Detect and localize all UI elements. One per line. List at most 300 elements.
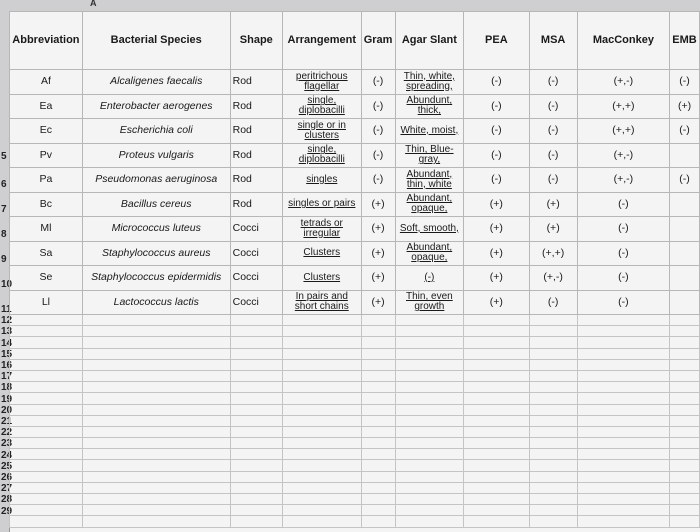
empty-cell[interactable] [82, 415, 230, 426]
cell-species[interactable]: Micrococcus luteus [82, 217, 230, 242]
empty-cell[interactable] [282, 326, 361, 337]
cell-gram[interactable]: (-) [361, 94, 395, 119]
empty-cell[interactable] [577, 348, 669, 359]
empty-cell[interactable] [282, 460, 361, 471]
cell-abbreviation[interactable]: Se [10, 266, 83, 291]
empty-cell[interactable] [82, 449, 230, 460]
empty-cell[interactable] [230, 393, 282, 404]
empty-cell[interactable] [82, 494, 230, 505]
row-number[interactable]: 8 [1, 229, 7, 240]
cell-agar-slant[interactable]: Thin, even growth [395, 290, 464, 315]
cell-emb[interactable] [670, 290, 700, 315]
empty-cell[interactable] [395, 359, 464, 370]
cell-msa[interactable]: (-) [529, 119, 577, 144]
cell-macconkey[interactable]: (+,-) [577, 168, 669, 193]
cell-macconkey[interactable]: (-) [577, 192, 669, 217]
empty-cell[interactable] [464, 471, 529, 482]
row-number[interactable]: 28 [1, 494, 13, 506]
empty-cell[interactable] [577, 494, 669, 505]
row-number[interactable]: 10 [1, 279, 13, 290]
empty-cell[interactable] [361, 404, 395, 415]
empty-cell[interactable] [230, 370, 282, 381]
cell-pea[interactable]: (-) [464, 119, 529, 144]
cell-abbreviation[interactable]: Ml [10, 217, 83, 242]
empty-cell[interactable] [361, 326, 395, 337]
cell-macconkey[interactable]: (+,-) [577, 143, 669, 168]
empty-cell[interactable] [464, 505, 529, 516]
empty-cell[interactable] [10, 460, 83, 471]
empty-cell[interactable] [230, 460, 282, 471]
row-number[interactable]: 18 [1, 382, 13, 394]
cell-shape[interactable]: Rod [230, 168, 282, 193]
empty-cell[interactable] [529, 426, 577, 437]
cell-species[interactable]: Escherichia coli [82, 119, 230, 144]
empty-cell[interactable] [395, 438, 464, 449]
empty-cell[interactable] [577, 505, 669, 516]
empty-cell[interactable] [10, 438, 83, 449]
empty-cell[interactable] [361, 516, 395, 527]
empty-cell[interactable] [577, 382, 669, 393]
cell-species[interactable]: Bacillus cereus [82, 192, 230, 217]
cell-shape[interactable]: Cocci [230, 266, 282, 291]
cell-emb[interactable]: (+) [670, 94, 700, 119]
empty-cell[interactable] [82, 315, 230, 326]
empty-cell[interactable] [464, 460, 529, 471]
empty-cell[interactable] [282, 438, 361, 449]
cell-agar-slant[interactable]: (-) [395, 266, 464, 291]
cell-agar-slant[interactable]: Abundunt, thick, [395, 94, 464, 119]
empty-cell[interactable] [529, 449, 577, 460]
empty-cell[interactable] [10, 415, 83, 426]
empty-cell[interactable] [82, 348, 230, 359]
empty-cell[interactable] [670, 370, 700, 381]
empty-cell[interactable] [282, 449, 361, 460]
empty-cell[interactable] [529, 348, 577, 359]
empty-cell[interactable] [670, 449, 700, 460]
empty-cell[interactable] [464, 370, 529, 381]
empty-cell[interactable] [464, 482, 529, 493]
cell-species[interactable]: Alcaligenes faecalis [82, 70, 230, 95]
empty-cell[interactable] [82, 505, 230, 516]
cell-arrangement[interactable]: Clusters [282, 266, 361, 291]
header-abbreviation[interactable]: Abbreviation [10, 12, 83, 70]
empty-cell[interactable] [670, 426, 700, 437]
empty-cell[interactable] [464, 348, 529, 359]
empty-cell[interactable] [395, 370, 464, 381]
cell-species[interactable]: Proteus vulgaris [82, 143, 230, 168]
empty-cell[interactable] [82, 393, 230, 404]
empty-cell[interactable] [464, 382, 529, 393]
empty-cell[interactable] [361, 370, 395, 381]
empty-cell[interactable] [577, 415, 669, 426]
cell-abbreviation[interactable]: Af [10, 70, 83, 95]
empty-cell[interactable] [361, 315, 395, 326]
empty-cell[interactable] [464, 404, 529, 415]
empty-cell[interactable] [670, 348, 700, 359]
row-number[interactable]: 23 [1, 438, 13, 450]
empty-cell[interactable] [464, 393, 529, 404]
cell-gram[interactable]: (+) [361, 217, 395, 242]
cell-abbreviation[interactable]: Ec [10, 119, 83, 144]
cell-species[interactable]: Staphylococcus aureus [82, 241, 230, 266]
cell-arrangement[interactable]: singles or pairs [282, 192, 361, 217]
cell-pea[interactable]: (-) [464, 168, 529, 193]
cell-emb[interactable] [670, 266, 700, 291]
empty-cell[interactable] [577, 460, 669, 471]
cell-msa[interactable]: (-) [529, 94, 577, 119]
empty-cell[interactable] [577, 393, 669, 404]
empty-cell[interactable] [670, 326, 700, 337]
cell-pea[interactable]: (+) [464, 217, 529, 242]
empty-cell[interactable] [529, 516, 577, 527]
empty-cell[interactable] [10, 337, 83, 348]
empty-cell[interactable] [395, 326, 464, 337]
empty-cell[interactable] [529, 460, 577, 471]
empty-cell[interactable] [282, 482, 361, 493]
empty-cell[interactable] [577, 438, 669, 449]
row-number[interactable]: 21 [1, 416, 13, 427]
row-number[interactable]: 16 [1, 360, 13, 371]
empty-cell[interactable] [282, 426, 361, 437]
empty-cell[interactable] [82, 460, 230, 471]
empty-cell[interactable] [577, 337, 669, 348]
empty-cell[interactable] [670, 505, 700, 516]
empty-cell[interactable] [670, 315, 700, 326]
cell-species[interactable]: Lactococcus lactis [82, 290, 230, 315]
empty-cell[interactable] [282, 348, 361, 359]
empty-cell[interactable] [82, 482, 230, 493]
empty-cell[interactable] [577, 426, 669, 437]
cell-macconkey[interactable]: (-) [577, 290, 669, 315]
empty-cell[interactable] [670, 415, 700, 426]
empty-cell[interactable] [361, 449, 395, 460]
row-number[interactable]: 12 [1, 315, 13, 327]
empty-cell[interactable] [464, 449, 529, 460]
empty-cell[interactable] [464, 415, 529, 426]
row-number[interactable]: 20 [1, 404, 13, 416]
empty-cell[interactable] [670, 337, 700, 348]
empty-cell[interactable] [529, 370, 577, 381]
cell-shape[interactable]: Cocci [230, 217, 282, 242]
empty-cell[interactable] [464, 337, 529, 348]
empty-cell[interactable] [670, 471, 700, 482]
empty-cell[interactable] [361, 494, 395, 505]
empty-cell[interactable] [395, 482, 464, 493]
empty-cell[interactable] [282, 370, 361, 381]
empty-cell[interactable] [395, 348, 464, 359]
empty-cell[interactable] [10, 393, 83, 404]
empty-cell[interactable] [10, 482, 83, 493]
empty-cell[interactable] [464, 494, 529, 505]
cell-pea[interactable]: (-) [464, 94, 529, 119]
empty-cell[interactable] [529, 438, 577, 449]
empty-cell[interactable] [282, 393, 361, 404]
empty-cell[interactable] [670, 404, 700, 415]
empty-cell[interactable] [82, 326, 230, 337]
empty-cell[interactable] [670, 482, 700, 493]
empty-cell[interactable] [361, 438, 395, 449]
header-gram[interactable]: Gram [361, 12, 395, 70]
header-pea[interactable]: PEA [464, 12, 529, 70]
row-number[interactable]: 24 [1, 449, 13, 461]
empty-cell[interactable] [230, 315, 282, 326]
empty-cell[interactable] [10, 348, 83, 359]
cell-gram[interactable]: (+) [361, 192, 395, 217]
row-number[interactable]: 17 [1, 371, 13, 383]
row-number[interactable]: 9 [1, 254, 7, 265]
empty-cell[interactable] [10, 359, 83, 370]
cell-arrangement[interactable]: tetrads or irregular [282, 217, 361, 242]
cell-pea[interactable]: (-) [464, 70, 529, 95]
empty-cell[interactable] [577, 516, 669, 527]
cell-agar-slant[interactable]: White, moist, [395, 119, 464, 144]
empty-cell[interactable] [577, 370, 669, 381]
cell-abbreviation[interactable]: Pa [10, 168, 83, 193]
cell-emb[interactable] [670, 192, 700, 217]
empty-cell[interactable] [10, 404, 83, 415]
empty-cell[interactable] [82, 426, 230, 437]
empty-cell[interactable] [10, 505, 83, 516]
cell-msa[interactable]: (-) [529, 290, 577, 315]
row-number[interactable]: 29 [1, 505, 13, 517]
empty-cell[interactable] [529, 359, 577, 370]
empty-cell[interactable] [82, 337, 230, 348]
empty-cell[interactable] [529, 482, 577, 493]
empty-cell[interactable] [577, 471, 669, 482]
empty-cell[interactable] [230, 359, 282, 370]
empty-cell[interactable] [395, 382, 464, 393]
cell-pea[interactable]: (-) [464, 143, 529, 168]
cell-msa[interactable]: (+) [529, 192, 577, 217]
empty-cell[interactable] [464, 516, 529, 527]
row-number[interactable]: 11 [1, 304, 12, 315]
empty-cell[interactable] [230, 337, 282, 348]
empty-cell[interactable] [82, 382, 230, 393]
empty-cell[interactable] [577, 326, 669, 337]
empty-cell[interactable] [464, 359, 529, 370]
empty-cell[interactable] [395, 337, 464, 348]
empty-cell[interactable] [395, 415, 464, 426]
cell-pea[interactable]: (+) [464, 290, 529, 315]
cell-pea[interactable]: (+) [464, 241, 529, 266]
cell-msa[interactable]: (+) [529, 217, 577, 242]
header-arrangement[interactable]: Arrangement [282, 12, 361, 70]
cell-gram[interactable]: (-) [361, 119, 395, 144]
empty-cell[interactable] [82, 516, 230, 527]
cell-arrangement[interactable]: single or in clusters [282, 119, 361, 144]
empty-cell[interactable] [395, 494, 464, 505]
empty-cell[interactable] [670, 460, 700, 471]
empty-cell[interactable] [230, 426, 282, 437]
row-number[interactable]: 6 [1, 179, 7, 190]
row-number[interactable]: 19 [1, 393, 13, 405]
empty-cell[interactable] [529, 415, 577, 426]
header-species[interactable]: Bacterial Species [82, 12, 230, 70]
empty-cell[interactable] [529, 494, 577, 505]
header-msa[interactable]: MSA [529, 12, 577, 70]
empty-cell[interactable] [230, 494, 282, 505]
empty-cell[interactable] [395, 426, 464, 437]
empty-cell[interactable] [577, 482, 669, 493]
cell-shape[interactable]: Rod [230, 70, 282, 95]
empty-cell[interactable] [395, 404, 464, 415]
empty-cell[interactable] [361, 359, 395, 370]
cell-emb[interactable]: (-) [670, 168, 700, 193]
empty-cell[interactable] [577, 359, 669, 370]
empty-cell[interactable] [670, 516, 700, 527]
empty-cell[interactable] [395, 460, 464, 471]
empty-cell[interactable] [529, 382, 577, 393]
cell-arrangement[interactable]: single, diplobacilli [282, 143, 361, 168]
row-number[interactable]: 25 [1, 460, 13, 472]
cell-species[interactable]: Enterobacter aerogenes [82, 94, 230, 119]
cell-species[interactable]: Pseudomonas aeruginosa [82, 168, 230, 193]
empty-cell[interactable] [230, 326, 282, 337]
empty-cell[interactable] [464, 315, 529, 326]
cell-emb[interactable] [670, 241, 700, 266]
row-number[interactable]: 13 [1, 326, 13, 338]
cell-msa[interactable]: (-) [529, 143, 577, 168]
empty-cell[interactable] [361, 471, 395, 482]
empty-cell[interactable] [282, 359, 361, 370]
cell-abbreviation[interactable]: Pv [10, 143, 83, 168]
empty-cell[interactable] [395, 505, 464, 516]
cell-pea[interactable]: (+) [464, 192, 529, 217]
cell-shape[interactable]: Rod [230, 143, 282, 168]
row-number[interactable]: 5 [1, 151, 7, 162]
empty-cell[interactable] [82, 359, 230, 370]
empty-cell[interactable] [395, 516, 464, 527]
empty-cell[interactable] [282, 404, 361, 415]
empty-cell[interactable] [10, 494, 83, 505]
cell-arrangement[interactable]: Clusters [282, 241, 361, 266]
empty-cell[interactable] [82, 404, 230, 415]
cell-msa[interactable]: (-) [529, 168, 577, 193]
empty-cell[interactable] [282, 337, 361, 348]
cell-shape[interactable]: Rod [230, 94, 282, 119]
cell-msa[interactable]: (+,+) [529, 241, 577, 266]
empty-cell[interactable] [529, 393, 577, 404]
empty-cell[interactable] [230, 404, 282, 415]
cell-macconkey[interactable]: (+,+) [577, 94, 669, 119]
empty-cell[interactable] [282, 382, 361, 393]
empty-cell[interactable] [10, 471, 83, 482]
empty-cell[interactable] [361, 393, 395, 404]
empty-cell[interactable] [361, 505, 395, 516]
row-number[interactable]: 22 [1, 427, 13, 439]
empty-cell[interactable] [395, 393, 464, 404]
empty-cell[interactable] [361, 460, 395, 471]
empty-cell[interactable] [230, 471, 282, 482]
cell-agar-slant[interactable]: Soft, smooth, [395, 217, 464, 242]
row-number[interactable]: 7 [1, 204, 7, 215]
empty-cell[interactable] [282, 505, 361, 516]
cell-gram[interactable]: (-) [361, 70, 395, 95]
cell-abbreviation[interactable]: Ea [10, 94, 83, 119]
cell-shape[interactable]: Cocci [230, 241, 282, 266]
empty-cell[interactable] [10, 370, 83, 381]
cell-agar-slant[interactable]: Thin, white, spreading, [395, 70, 464, 95]
empty-cell[interactable] [670, 393, 700, 404]
cell-arrangement[interactable]: single, diplobacilli [282, 94, 361, 119]
cell-macconkey[interactable]: (-) [577, 266, 669, 291]
empty-cell[interactable] [361, 415, 395, 426]
cell-abbreviation[interactable]: Sa [10, 241, 83, 266]
cell-msa[interactable]: (-) [529, 70, 577, 95]
row-number[interactable]: 26 [1, 472, 13, 483]
cell-shape[interactable]: Cocci [230, 290, 282, 315]
cell-gram[interactable]: (-) [361, 168, 395, 193]
cell-arrangement[interactable]: peritrichous flagellar [282, 70, 361, 95]
empty-cell[interactable] [464, 438, 529, 449]
empty-cell[interactable] [361, 348, 395, 359]
cell-macconkey[interactable]: (-) [577, 217, 669, 242]
cell-gram[interactable]: (-) [361, 143, 395, 168]
cell-species[interactable]: Staphylococcus epidermidis [82, 266, 230, 291]
cell-agar-slant[interactable]: Abundant, opaque, [395, 241, 464, 266]
empty-cell[interactable] [529, 505, 577, 516]
empty-cell[interactable] [670, 438, 700, 449]
cell-msa[interactable]: (+,-) [529, 266, 577, 291]
empty-cell[interactable] [361, 482, 395, 493]
row-number[interactable]: 14 [1, 337, 13, 349]
cell-macconkey[interactable]: (+,-) [577, 70, 669, 95]
empty-cell[interactable] [395, 315, 464, 326]
row-number[interactable]: 15 [1, 348, 13, 360]
empty-cell[interactable] [670, 494, 700, 505]
empty-cell[interactable] [10, 426, 83, 437]
cell-emb[interactable]: (-) [670, 70, 700, 95]
cell-arrangement[interactable]: singles [282, 168, 361, 193]
empty-cell[interactable] [464, 426, 529, 437]
empty-cell[interactable] [230, 482, 282, 493]
empty-cell[interactable] [230, 505, 282, 516]
cell-agar-slant[interactable]: Abundant, thin, white [395, 168, 464, 193]
cell-abbreviation[interactable]: Ll [10, 290, 83, 315]
empty-cell[interactable] [670, 382, 700, 393]
cell-abbreviation[interactable]: Bc [10, 192, 83, 217]
row-number[interactable]: 27 [1, 483, 13, 495]
empty-cell[interactable] [10, 326, 83, 337]
cell-emb[interactable]: (-) [670, 119, 700, 144]
empty-cell[interactable] [529, 315, 577, 326]
cell-gram[interactable]: (+) [361, 266, 395, 291]
cell-macconkey[interactable]: (-) [577, 241, 669, 266]
empty-cell[interactable] [230, 348, 282, 359]
empty-cell[interactable] [230, 438, 282, 449]
empty-cell[interactable] [529, 471, 577, 482]
cell-macconkey[interactable]: (+,+) [577, 119, 669, 144]
cell-shape[interactable]: Rod [230, 192, 282, 217]
empty-cell[interactable] [10, 516, 83, 527]
column-letter-a[interactable]: A [90, 0, 97, 8]
cell-agar-slant[interactable]: Thin, Blue-gray, [395, 143, 464, 168]
header-macconkey[interactable]: MacConkey [577, 12, 669, 70]
cell-shape[interactable]: Rod [230, 119, 282, 144]
cell-pea[interactable]: (+) [464, 266, 529, 291]
empty-cell[interactable] [82, 370, 230, 381]
cell-arrangement[interactable]: In pairs and short chains [282, 290, 361, 315]
empty-cell[interactable] [282, 516, 361, 527]
empty-cell[interactable] [230, 516, 282, 527]
cell-gram[interactable]: (+) [361, 241, 395, 266]
cell-agar-slant[interactable]: Abundant, opaque, [395, 192, 464, 217]
header-emb[interactable]: EMB [670, 12, 700, 70]
empty-cell[interactable] [577, 315, 669, 326]
empty-cell[interactable] [282, 315, 361, 326]
empty-cell[interactable] [395, 471, 464, 482]
empty-cell[interactable] [395, 449, 464, 460]
